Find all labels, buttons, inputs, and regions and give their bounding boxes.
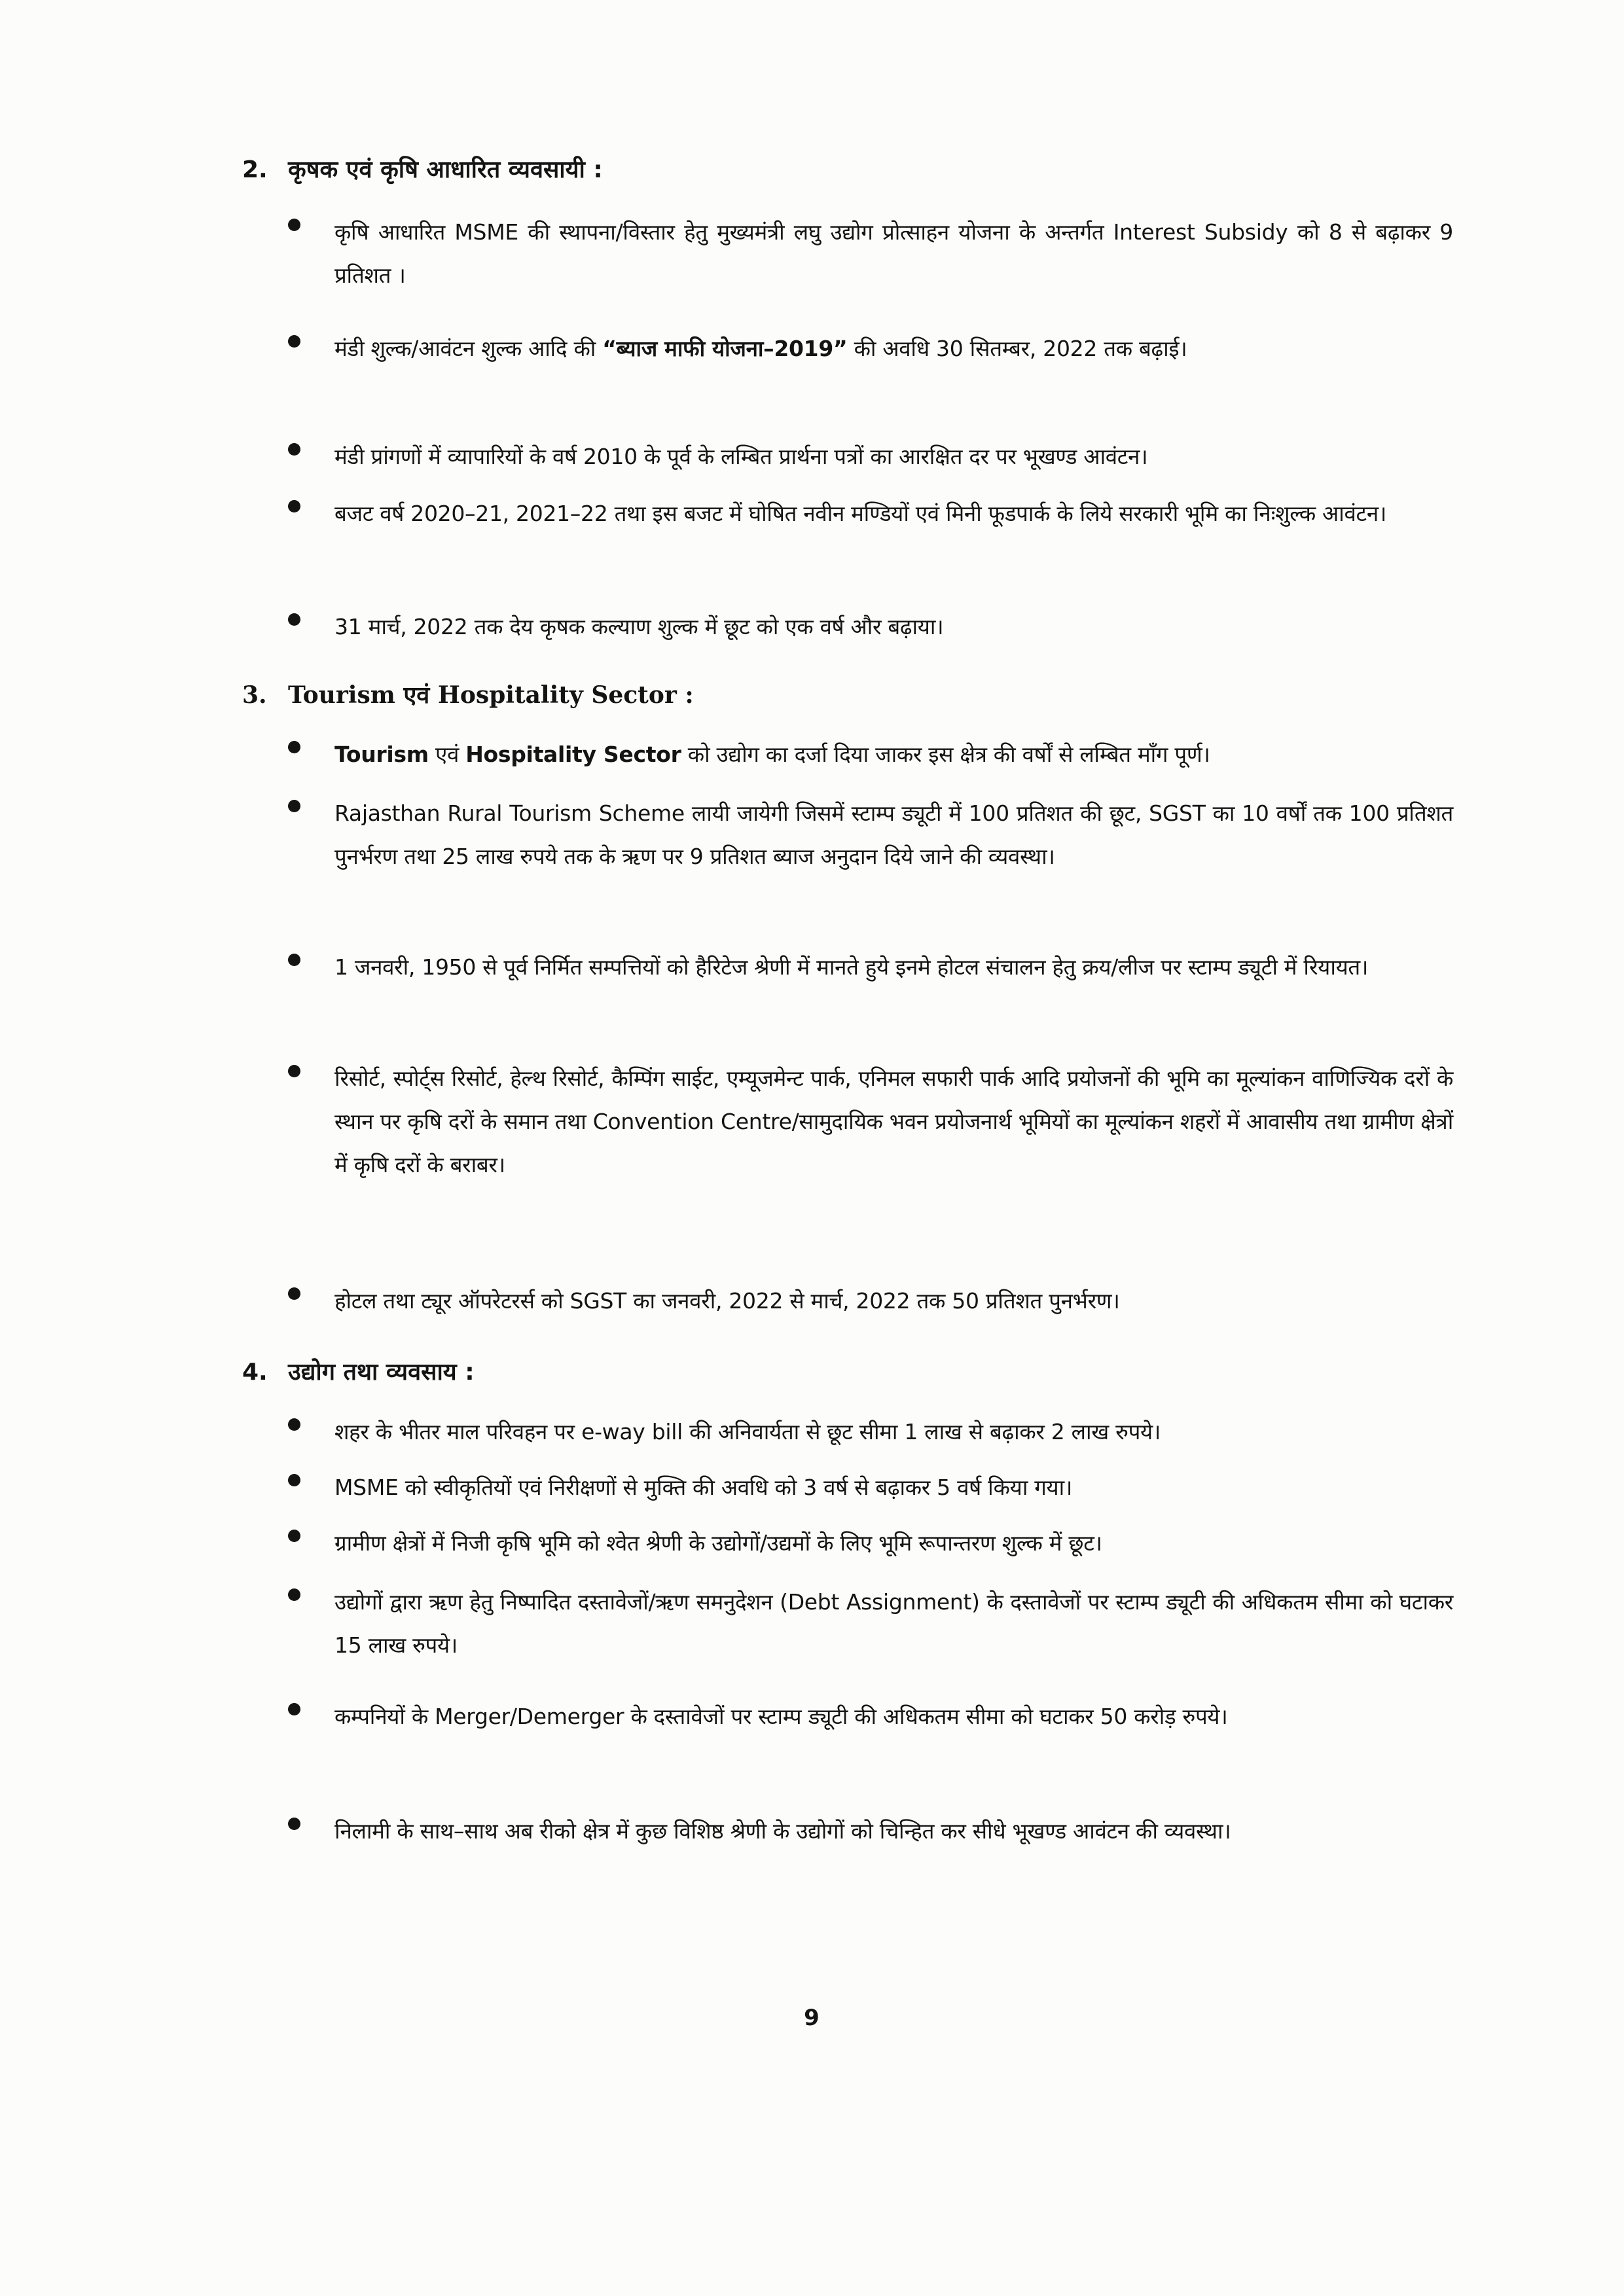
bullet-icon <box>288 335 300 348</box>
list-item <box>288 1522 1453 1565</box>
bullet-icon <box>288 613 300 626</box>
list-item <box>288 733 1453 776</box>
item-text: कृषि आधारित MSME की स्थापना/विस्तार हेतु मुख्यमंत्री लघु उद्योग प्रोत्साहन योजना के अन्तर्गत Interest Subsidy को 8 से बढ़ाकर 9 प्रतिशत । <box>334 219 1454 288</box>
bullet-icon <box>288 1065 300 1077</box>
list-item <box>288 1410 1453 1454</box>
list-item <box>288 1466 1453 1509</box>
item-text: MSME को स्वीकृतियों एवं निरीक्षणों से मुक्ति की अवधि को 3 वर्ष से बढ़ाकर 5 वर्ष किया गया। <box>334 1475 1073 1500</box>
list-item <box>288 946 1453 989</box>
section-number: 3. <box>242 681 267 709</box>
item-text: Rajasthan Rural Tourism Scheme लायी जायेगी जिसमें स्टाम्प ड्यूटी में 100 प्रतिशत की छूट, SGST का 10 वर्षों तक 100 प्रतिशत पुनर्भरण तथा 25 लाख रुपये तक के ऋण पर 9 प्रतिशत ब्याज अनुदान दिये जाने की व्यवस्था। <box>334 800 1453 869</box>
item-text-part: को उद्योग का दर्जा दिया जाकर इस क्षेत्र की वर्षों से लम्बित माँग पूर्ण। <box>681 742 1210 767</box>
bullet-icon <box>288 219 300 231</box>
item-text <box>334 733 1453 776</box>
page-number: 9 <box>804 2005 820 2031</box>
item-text: होटल तथा ट्यूर ऑपरेटरर्स को SGST का जनवरी, 2022 से मार्च, 2022 तक 50 प्रतिशत पुनर्भरण। <box>334 1288 1120 1314</box>
bullet-icon <box>288 1818 300 1830</box>
sector-name: Hospitality Sector <box>465 742 681 767</box>
item-text: शहर के भीतर माल परिवहन पर e-way bill की अनिवार्यता से छूट सीमा 1 लाख से बढ़ाकर 2 लाख रुपये। <box>334 1419 1161 1444</box>
bullet-icon <box>288 1474 300 1486</box>
section-title: Tourism एवं Hospitality Sector : <box>288 681 694 709</box>
section-number: 2. <box>242 156 268 183</box>
item-text: 31 मार्च, 2022 तक देय कृषक कल्याण शुल्क में छूट को एक वर्ष और बढ़ाया। <box>334 614 944 639</box>
item-text: उद्योगों द्वारा ऋण हेतु निष्पादित दस्तावेजों/ऋण समनुदेशन (Debt Assignment) के दस्तावेजों पर स्टाम्प ड्यूटी की अधिकतम सीमा को घटाकर 15 लाख रुपये। <box>334 1589 1453 1658</box>
item-text <box>334 327 1453 370</box>
item-text: कम्पनियों के Merger/Demerger के दस्तावेजों पर स्टाम्प ड्यूटी की अधिकतम सीमा को घटाकर 50 करोड़ रुपये। <box>334 1704 1228 1729</box>
item-text: निलामी के साथ–साथ अब रीको क्षेत्र में कुछ विशिष्ठ श्रेणी के उद्योगों को चिन्हित कर सीधे भूखण्ड आवंटन की व्यवस्था। <box>334 1818 1231 1844</box>
bullet-icon <box>288 500 300 512</box>
item-text: मंडी प्रांगणों में व्यापारियों के वर्ष 2010 के पूर्व के लम्बित प्रार्थना पत्रों का आरक्षित दर पर भूखण्ड आवंटन। <box>334 444 1148 469</box>
section-title: उद्योग तथा व्यवसाय : <box>288 1359 475 1386</box>
item-text-part: की अवधि 30 सितम्बर, 2022 तक बढ़ाई। <box>847 336 1187 361</box>
list-item <box>288 327 1453 370</box>
bullet-icon <box>288 1703 300 1715</box>
list-item <box>288 492 1453 535</box>
item-text: रिसोर्ट, स्पोर्ट्स रिसोर्ट, हेल्थ रिसोर्ट, कैम्पिंग साईट, एम्यूजमेन्ट पार्क, एनिमल सफारी पार्क आदि प्रयोजनों की भूमि का मूल्यांकन वाणिज्यिक दरों के स्थान पर कृषि दरों के समान तथा Convention Centre/सामुदायिक भवन प्रयोजनार्थ भूमियों का मूल्यांकन शहरों में आवासीय तथा ग्रामीण क्षेत्रों में कृषि दरों के बराबर। <box>334 1066 1453 1177</box>
list-item <box>288 1695 1453 1738</box>
list-item <box>288 211 1453 297</box>
bullet-icon <box>288 954 300 966</box>
bullet-icon <box>288 800 300 812</box>
section-title: कृषक एवं कृषि आधारित व्यवसायी : <box>288 156 603 183</box>
item-text: 1 जनवरी, 1950 से पूर्व निर्मित सम्पत्तियों को हैरिटेज श्रेणी में मानते हुये इनमे होटल संचालन हेतु क्रय/लीज पर स्टाम्प ड्यूटी में रियायत। <box>334 954 1369 980</box>
scheme-name: “ब्याज माफी योजना–2019” <box>602 336 848 361</box>
section-heading-4 <box>242 1358 1486 1387</box>
list-item <box>288 792 1453 878</box>
list-item <box>288 1581 1453 1667</box>
bullet-icon <box>288 1418 300 1431</box>
section-number: 4. <box>242 1359 268 1386</box>
section-heading-2 <box>242 156 1486 185</box>
list-item <box>288 1280 1453 1323</box>
bullet-icon <box>288 443 300 456</box>
bullet-icon <box>288 1588 300 1601</box>
item-text-part: एवं <box>428 742 466 767</box>
bullet-icon <box>288 741 300 753</box>
item-text: ग्रामीण क्षेत्रों में निजी कृषि भूमि को श्वेत श्रेणी के उद्योगों/उद्यमों के लिए भूमि रूपान्तरण शुल्क में छूट। <box>334 1530 1102 1556</box>
item-text-part: मंडी शुल्क/आवंटन शुल्क आदि की <box>334 336 603 361</box>
section-heading-3 <box>242 681 1486 709</box>
list-item <box>288 1057 1453 1187</box>
bullet-icon <box>288 1287 300 1300</box>
sector-name: Tourism <box>334 742 429 767</box>
bullet-icon <box>288 1530 300 1542</box>
list-item <box>288 605 1453 649</box>
item-text: बजट वर्ष 2020–21, 2021–22 तथा इस बजट में घोषित नवीन मण्डियों एवं मिनी फूडपार्क के लिये सरकारी भूमि का निःशुल्क आवंटन। <box>334 501 1387 526</box>
list-item <box>288 1810 1453 1853</box>
list-item <box>288 435 1453 478</box>
